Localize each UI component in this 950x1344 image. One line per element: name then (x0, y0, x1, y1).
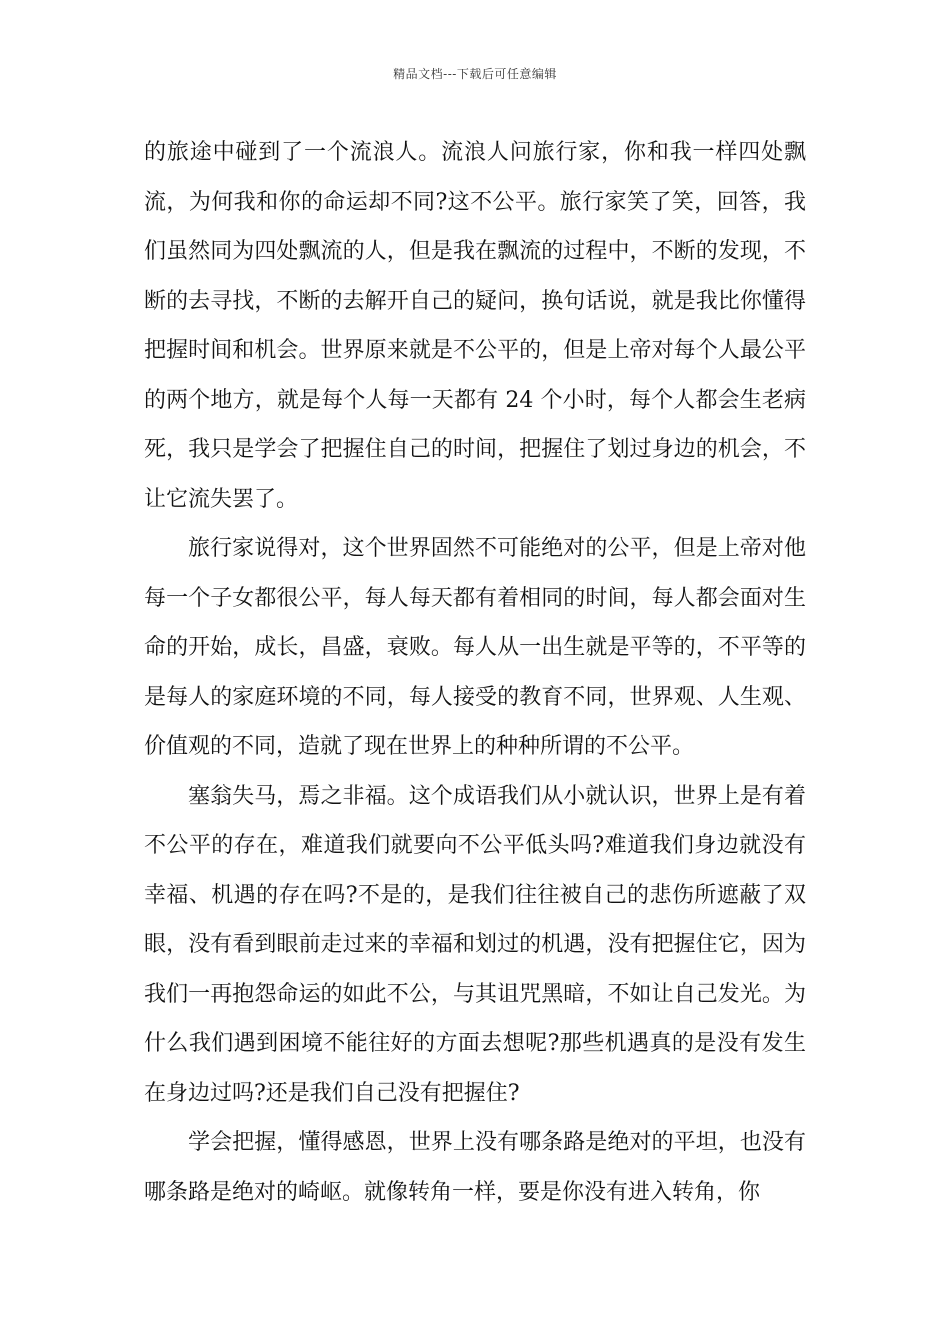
paragraph-2: 旅行家说得对，这个世界固然不可能绝对的公平，但是上帝对他每一个子女都很公平，每人每天都有着相同的时间，每人都会面对生命的开始，成长，昌盛，衰败。每人从一出生就是平等的，不平等的是每人的家庭环境的不同，每人接受的教育不同，世界观、人生观、价值观的不同，造就了现在世界上的种种所谓的不公平。 (144, 536, 806, 759)
paragraph-1: 的旅途中碰到了一个流浪人。流浪人问旅行家，你和我一样四处飘流，为何我和你的命运却不同?这不公平。旅行家笑了笑，回答，我们虽然同为四处飘流的人，但是我在飘流的过程中，不断的发现，不断的去寻找，不断的去解开自己的疑问，换句话说，就是我比你懂得把握时间和机会。世界原来就是不公平的，但是上帝对每个人最公平的两个地方，就是每个人每一天都有 24 个小时，每个人都会生老病死，我只是学会了把握住自己的时间，把握住了划过身边的机会，不让它流失罢了。 (144, 140, 806, 512)
document-body (144, 128, 806, 1217)
paragraph-4: 学会把握，懂得感恩，世界上没有哪条路是绝对的平坦，也没有哪条路是绝对的崎岖。就像转角一样，要是你没有进入转角，你 (144, 1130, 806, 1205)
paragraph-3: 塞翁失马，焉之非福。这个成语我们从小就认识，世界上是有着不公平的存在，难道我们就要向不公平低头吗?难道我们身边就没有幸福、机遇的存在吗?不是的，是我们往往被自己的悲伤所遮蔽了双眼，没有看到眼前走过来的幸福和划过的机遇，没有把握住它，因为我们一再抱怨命运的如此不公，与其诅咒黑暗，不如让自己发光。为什么我们遇到困境不能往好的方面去想呢?那些机遇真的是没有发生在身边过吗?还是我们自己没有把握住? (144, 783, 806, 1106)
page-header: 精品文档---下载后可任意编辑 (393, 67, 557, 81)
